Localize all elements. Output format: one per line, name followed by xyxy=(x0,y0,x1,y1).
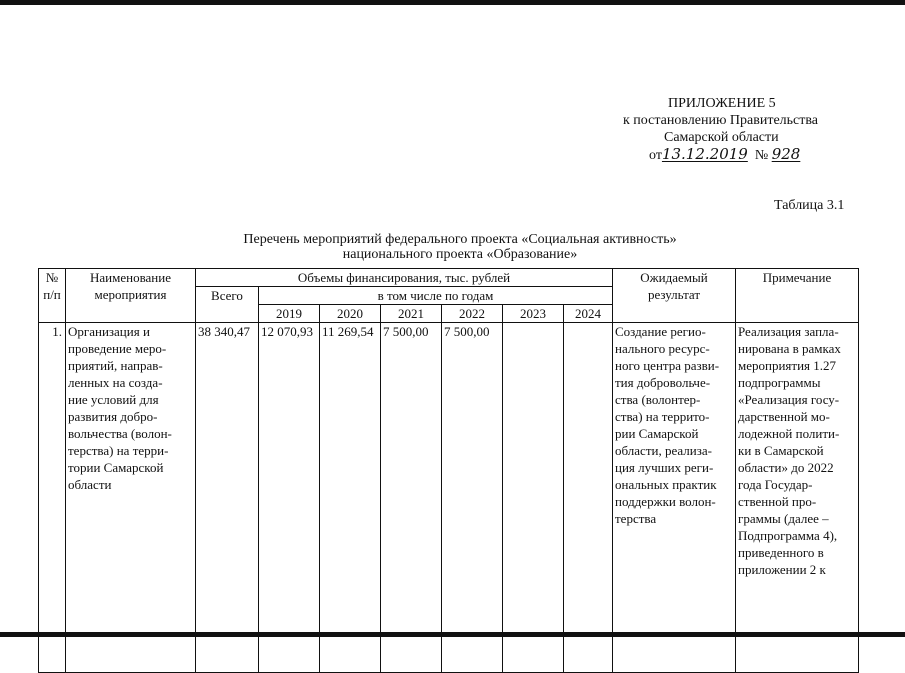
header-note: Примечание xyxy=(736,269,859,323)
annex-date-number-line xyxy=(649,146,800,164)
table-row xyxy=(39,323,859,673)
title-line-2: национального проекта «Образование» xyxy=(342,247,578,262)
header-by-years: в том числе по годам xyxy=(259,287,613,305)
bottom-scan-border xyxy=(0,632,905,637)
from-label: от xyxy=(649,148,662,163)
row-year-2019: 12 070,93 xyxy=(259,323,320,673)
document-title xyxy=(200,232,720,262)
row-year-2021: 7 500,00 xyxy=(381,323,442,673)
header-year: 2021 xyxy=(381,305,442,323)
row-name: Организация и проведение меро- приятий, направ- ленных на созда- ние условий для развития добро- вольчества (волон- терства) на терри- тории Самарской области xyxy=(66,323,196,673)
row-year-2020: 11 269,54 xyxy=(320,323,381,673)
header-total: Всего xyxy=(196,287,259,323)
row-result: Создание регио- нального ресурс- ного центра разви- тия добровольче- ства (волонтер- ства) на террито- рии Самарской области, реализа- ция лучших реги- ональных практик поддержки волон- терства xyxy=(613,323,736,673)
header-result: Ожидаемый результат xyxy=(613,269,736,323)
row-year-2022: 7 500,00 xyxy=(442,323,503,673)
header-row-1 xyxy=(39,269,859,287)
title-line-1: Перечень мероприятий федерального проекта «Социальная активность» xyxy=(243,232,677,247)
annex-resolution-line: к постановлению Правительства xyxy=(623,113,819,128)
header-name: Наименование мероприятия xyxy=(66,269,196,323)
row-total: 38 340,47 xyxy=(196,323,259,673)
row-year-2023 xyxy=(503,323,564,673)
header-year: 2019 xyxy=(259,305,320,323)
header-year: 2020 xyxy=(320,305,381,323)
header-year: 2022 xyxy=(442,305,503,323)
header-funding: Объемы финансирования, тыс. рублей xyxy=(196,269,613,287)
header-year: 2023 xyxy=(503,305,564,323)
row-note: Реализация запла- нирована в рамках мероприятия 1.27 подпрограммы «Реализация госу- дарственной мо- лодежной полити- ки в Самарской области» до 2022 года Государ- ственной про- граммы (далее – Подпрограмма 4), приведенного в приложении 2 к xyxy=(736,323,859,673)
header-num: № п/п xyxy=(39,269,66,323)
activities-table xyxy=(38,268,859,673)
top-scan-border xyxy=(0,0,905,5)
row-year-2024 xyxy=(564,323,613,673)
table-label: Таблица 3.1 xyxy=(774,198,845,213)
header-year: 2024 xyxy=(564,305,613,323)
annex-region-line: Самарской области xyxy=(664,130,779,145)
row-num: 1. xyxy=(39,323,66,673)
handwritten-number: 928 xyxy=(771,145,801,163)
number-label: № xyxy=(754,148,769,163)
annex-title: ПРИЛОЖЕНИЕ 5 xyxy=(668,96,776,111)
handwritten-date: 13.12.2019 xyxy=(661,145,748,163)
